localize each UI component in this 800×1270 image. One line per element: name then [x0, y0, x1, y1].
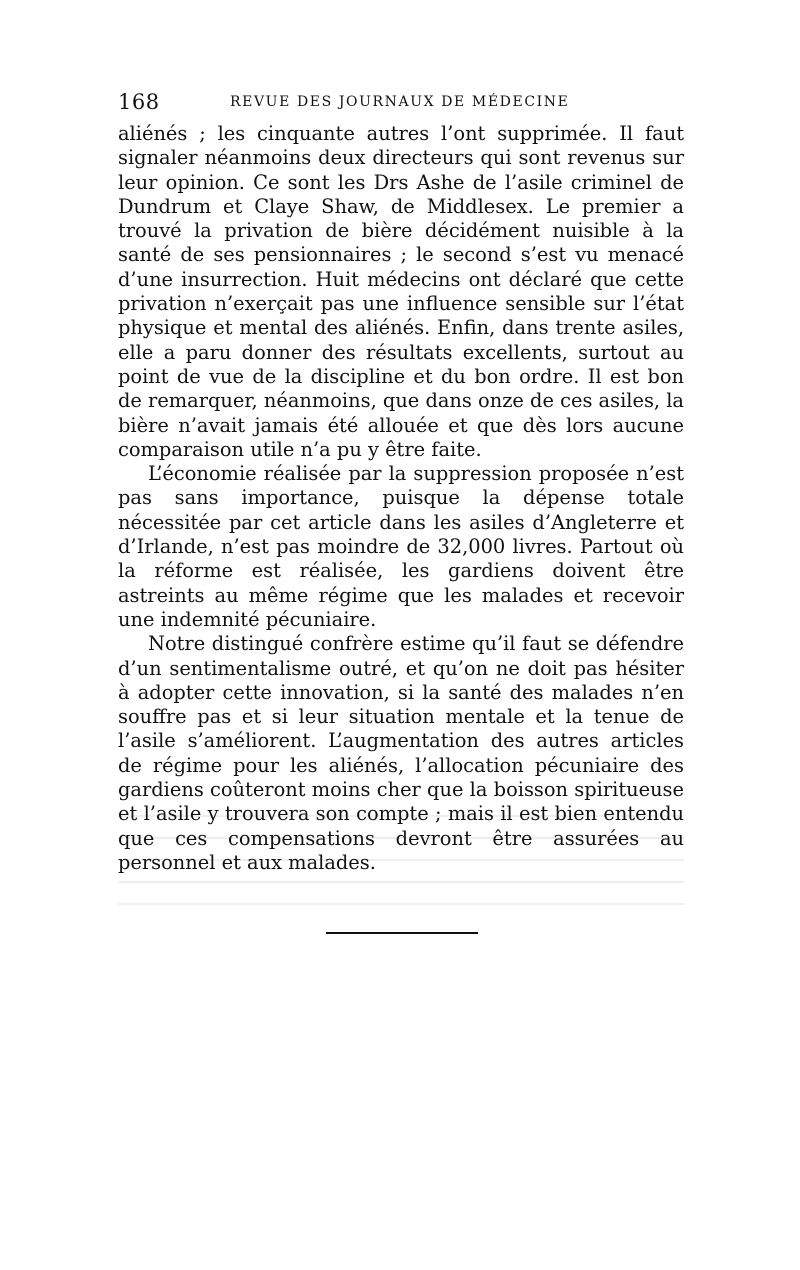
paragraph-3: Notre distingué confrère estime qu’il faut se défendre d’un sentimentalisme outré, et qu’on ne doit pas hésiter à adopter cette innovation, si la santé des malades n’en souffre pas et si leur situation mentale et la tenue de l’asile s’améliorent. L’augmentation des autres articles de régime pour les aliénés, l’allocation pécuniaire des gardiens coûteront moins cher que la boisson spiritueuse et l’asile y trouvera son compte ; mais il est bien entendu que ces compensations devront être assurées au personnel et aux malades.: [118, 632, 684, 874]
show-through-text: [118, 795, 684, 945]
end-rule: [326, 932, 478, 934]
paragraph-1: aliénés ; les cinquante autres l’ont supprimée. Il faut signaler néanmoins deux directeurs qui sont revenus sur leur opinion. Ce sont les Drs Ashe de l’asile criminel de Dundrum et Claye Shaw, de Middlesex. Le premier a trouvé la privation de bière décidément nuisible à la santé de ses pensionnaires ; le second s’est vu menacé d’une insurrection. Huit médecins ont déclaré que cette privation n’exerçait pas une influence sensible sur l’état physique et mental des aliénés. Enfin, dans trente asiles, elle a paru donner des résultats excellents, surtout au point de vue de la discipline et du bon ordre. Il est bon de remarquer, néanmoins, que dans onze de ces asiles, la bière n’avait jamais été allouée et que dès lors aucune comparaison utile n’a pu y être faite.: [118, 122, 684, 461]
body-text: [118, 122, 684, 875]
page-header: [118, 90, 684, 118]
page-number: 168: [118, 90, 160, 114]
paragraph-2: L’économie réalisée par la suppression proposée n’est pas sans importance, puisque la dépense totale nécessitée par cet article dans les asiles d’Angleterre et d’Irlande, n’est pas moindre de 32,000 livres. Partout où la réforme est réalisée, les gardiens doivent être astreints au même régime que les malades et recevoir une indemnité pécuniaire.: [118, 462, 684, 631]
running-title: REVUE DES JOURNAUX DE MÉDECINE: [230, 94, 570, 110]
